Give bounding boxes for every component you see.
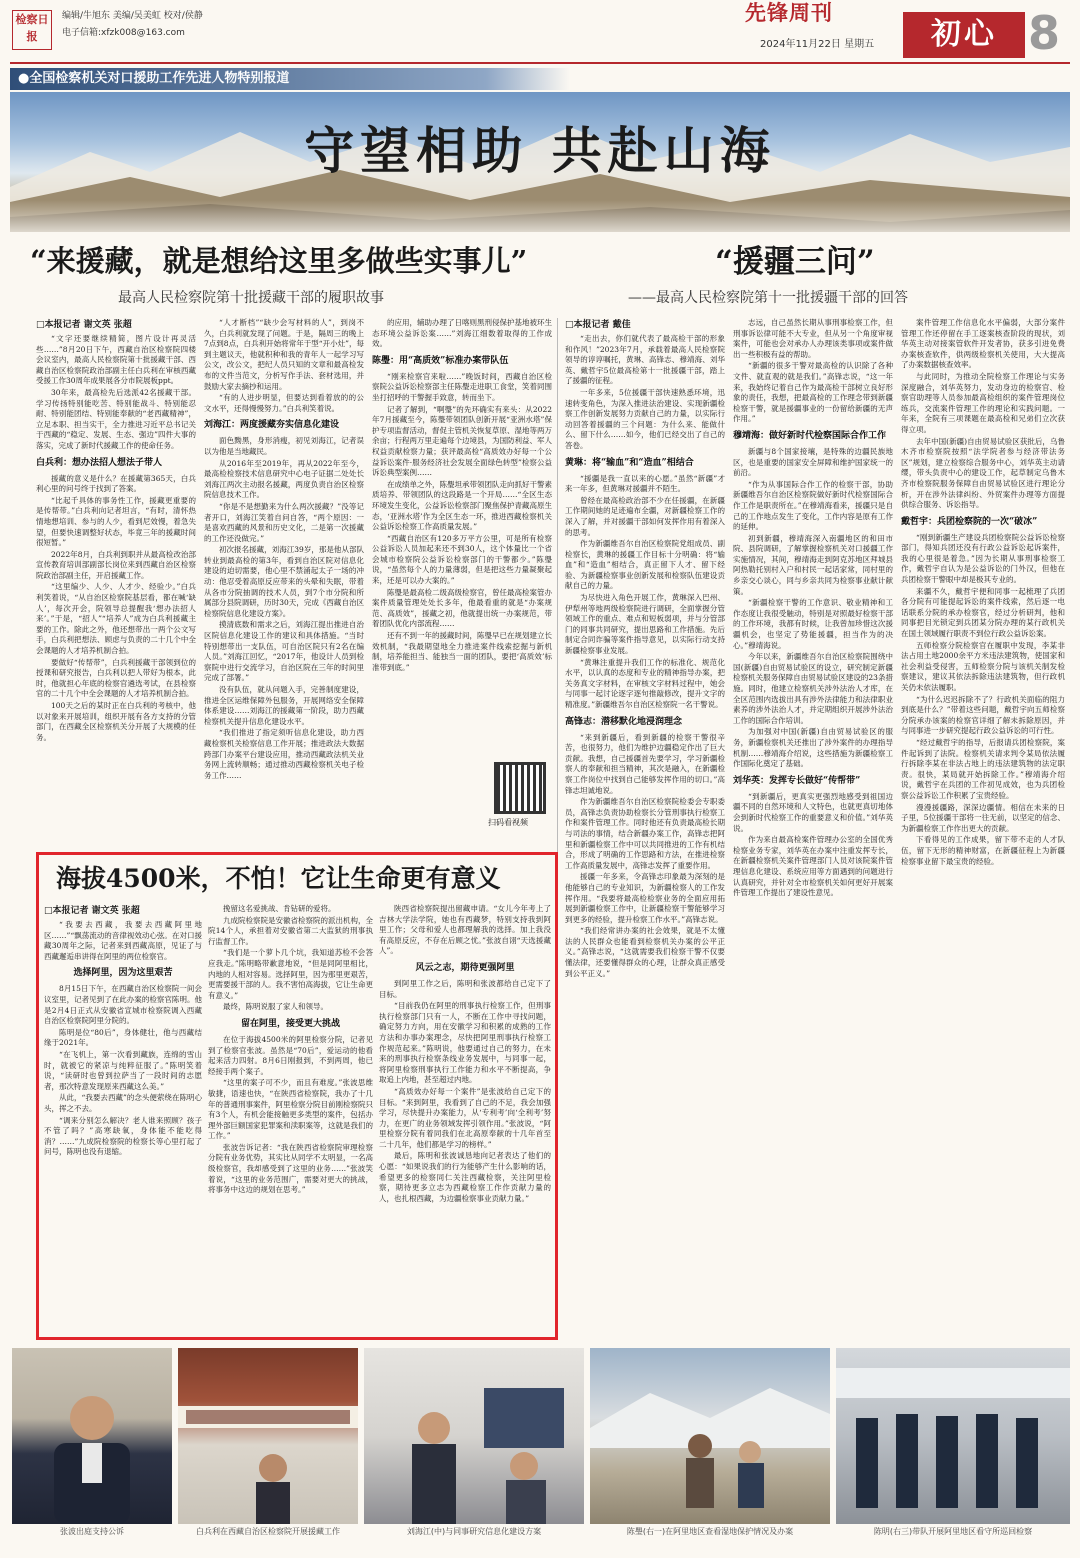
paragraph: “刚来检察官来啦……”晚饭时间，西藏自治区检察院公益诉讼检察部主任陈璺走进职工食堂，笑着同围坐打招呼的干警握手致意，转而坐下。	[372, 371, 552, 402]
paragraph: 下看得见的工作成果，留下带不走的人才队伍，留下无形的精神财富，在新疆征程上为新疆检察事业留下最宝贵的经验。	[901, 835, 1065, 866]
left-article-col1	[36, 318, 196, 848]
section-heading: 黄琳：将“输血”和“造血”相结合	[565, 457, 694, 468]
paragraph: 来疆不久，戴哲宇便和同事一起梳理了兵团各分院有可能提起诉讼的案件线索，然后逐一电话联系分院的承办检察官，经过分析研判，他和同事把目光锁定到兵团某分院办理的某行政机关在国土领域履行职责不到位行政公益诉讼案。	[901, 586, 1065, 639]
paragraph: 初次报名援藏，刘海江39岁，那是他从部队转业到最高检的第3年，看到自治区院对信息化建设的迫切需要，他心里不禁涌起太子一场的冲动：他忍受着高原反应带来的头晕和失眠，带着从各市分院抽调的技术人员，到7个市分院和所属部分县院调研，历时30天，完成《西藏自治区检察院信息化建设方案》。	[204, 545, 364, 618]
paragraph: “你是不是想勤来为什么两次援藏？”没等记者开口，刘海江笑着自问自答，“两个原因：一是喜欢西藏的风景和历史文化，二是第一次援藏的工作还没做完。”	[204, 501, 364, 543]
paragraph: 一年多来，5位援疆干部快速熟悉环境，迅速转变角色，为深入推进法治建设、实现新疆检察工作创新发展努力贡献自己的力量，以实际行动回答着援疆的三个问题：为什么来、能做什么、留下什么……如今，他们已经交出了自己的答卷。	[565, 387, 725, 450]
paragraph: “西藏自治区有120多万平方公里，可是所有检察公益诉讼人员加起来还不到30人，这个体量比一个省会城市检察院公益诉讼检察部门的干警都少。”陈璺说，“虽然每个人的力量薄弱，但是把这些力量凝聚起来，还是可以办大案的。”	[372, 533, 552, 586]
left-article-col2	[204, 318, 364, 848]
photo-figure	[12, 1348, 172, 1524]
photo-caption: 陈明(右三)带队开展阿里地区看守所巡回检察	[873, 1527, 1033, 1536]
paragraph: 为尽快进入角色开展工作，黄琳深入巴州、伊犁州等地两级检察院进行调研，全面掌握分管领域工作的重点、难点和短板弱项，并与分管部门的同事共同研究，提出思路和工作措施。先后制定合同诈骗等案件指导意见，以实际行动支持新疆检察事业发展。	[565, 593, 725, 656]
photo-3	[364, 1348, 584, 1524]
section-name: 初心	[903, 12, 1025, 58]
bottom-article-title: 海拔4500米，不怕！它让生命更有意义	[56, 864, 501, 893]
newspaper-logo: 检察日报	[12, 10, 52, 50]
paragraph: 五师检察分院检察官在履职中发现，李某非法占用土地2000余平方米违法建筑物，使国家和社会利益受侵害，五师检察分院与该机关制发检察建议，建议其依法拆除违法建筑物，但行政机关仍未依法履职。	[901, 640, 1065, 692]
paragraph: 挽留这名爱挑战、肯钻研的爱将。	[223, 904, 336, 913]
paragraph: “我们经常讲办案的社会效果，就是不太懂法的人民群众也能看到检察机关办案的公平正义。”高锋志说，“这就需要我们检察干警不仅要懂法律，还要懂得群众的心理，让群众真正感受到公平正义。”	[565, 926, 725, 978]
right-article-colB	[733, 318, 893, 1340]
hero-fade	[10, 200, 1070, 242]
left-byline: □本报记者 谢文英 张超	[36, 320, 132, 330]
photo-4	[590, 1348, 830, 1524]
page-number: 8	[1028, 6, 1061, 60]
right-article-colA	[565, 318, 725, 1340]
paragraph: 最后，陈明和张波诚恳地向记者表达了他们的心愿：“如果说我们的行为能够产生什么影响的话，希望更多的检察同仁关注西藏检察，关注阿里检察，期待更多立志为西藏检察工作作贡献力量的人，也扎根西藏，为边疆检察事业贡献力量。”	[379, 1151, 551, 1203]
qr-caption: 扫码看视频	[488, 818, 528, 827]
paragraph: “新疆检察干警的工作意识、敬业精神和工作态度让我很受触动，特别是对照最好检察干部的工作环境，我都有时候，让我曾加珍惜这次援疆机会，也坚定了势能援疆，担当作为的决心。”穆靖海说。	[733, 598, 893, 650]
paragraph: 100天之后的某时正在白兵利的考核中，他以对象来开展培训，组织开展有各方支持的分管部门，在西藏全区检察机关分开展了大规模的任务。	[36, 701, 196, 742]
bottom-article-colB	[208, 904, 373, 1334]
paragraph: “黄琳注重提升我们工作的标准化、规范化水平，以认真的态度和专业的精神指导办案，把关务真文字材料，在审核文字材料过程中，她会与同事一起讨论逐字逐句推敲修改，提升文字的精准度。”新疆维吾尔自治区检察院一名干警说。	[565, 657, 725, 709]
paragraph: “刚到新疆生产建设兵团检察院公益诉讼检察部门，得知兵团还没有行政公益诉讼起诉案件，我的心里很是着急。”因为长期从事刑事检察工作，戴哲宇自认为是公益诉讼的门外汉，但他在兵团检察干警眼中却是极其专业的。	[901, 532, 1065, 585]
photo-caption: 白兵利在西藏自治区检察院开展援藏工作	[196, 1527, 340, 1536]
photo-inspection	[836, 1348, 1070, 1524]
paragraph: “调来分别怎么解决？老人谁来照顾？孩子不管了吗？”高寒缺氧，身体能不能吃得消？……”九成院检察院的检察长等心里打起了问号，陈明也没有退缩。	[44, 1115, 202, 1157]
paragraph: “作为从事国际合作工作的检察干部，协助新疆维吾尔自治区检察院做好新时代检察国际合作工作是职责所在。”在穆靖海看来，援疆只是自己的工作地点发生了变化，工作内容是原有工作的延伸。	[733, 479, 893, 532]
section-heading: 高锋志：潜移默化地浸润理念	[565, 716, 683, 727]
left-article-subtitle: 最高人民检察院第十批援藏干部的履职故事	[118, 290, 384, 306]
paragraph: 为加强对中国(新疆)自由贸易试验区的服务，新疆检察机关还推出了涉外案件的办理指导机制……穆靖海介绍说，这些措施为新疆检察工作国际化奠定了基础。	[733, 727, 893, 769]
paragraph: 志远，自己虽然长期从事刑事检察工作，但刑事诉讼律可能不大专业，但从另一个角度审视案件，可能也会对承办人办理该类事项或案件做出一些积极有益的帮助。	[733, 318, 893, 359]
paragraph: 从此，“我要去西藏”的念头便萦绕在陈明心头，挥之不去。	[44, 1093, 202, 1113]
paragraph: 还有不到一年的援藏时间，陈璺早已在规划建立长效机制，“我最期望地全力推进案件线索挖掘与新机制，培养能担当、能独当一面的团队，要把‘高质效’标准带到底。”	[372, 631, 552, 672]
paragraph: 作为来自最高检案件管理办公室的全国优秀检察业务专家，刘华英在办案中注重发挥专长，在新疆检察机关案件管理部门人员对该院案件管理信息化建设、系统应用等方面遇到的问题进行认真研究，并针对全市检察机关如何更好开展案件管理工作提出了建设性意见。	[733, 835, 893, 898]
paragraph: “经过戴哲宇的指导，后报请兵团检察院，案件起诉到了法院。检察机关请求判令某局依法履行拆除李某在非法占地上的违法建筑物的法定职责。很快，某局就开始拆除工作。”穆靖海介绍说，戴哲宇在兵团的工作初见成效，也为兵团检察公益诉讼工作积累了宝贵经验。	[901, 737, 1065, 800]
left-article-title: “来援藏，就是想给这里多做些实事儿”	[30, 244, 528, 278]
page-headline: 守望相助 共赴山海	[304, 121, 776, 180]
section-heading: 穆靖海：做好新时代检察国际合作工作	[733, 430, 887, 441]
paragraph: 今年以来，新疆维吾尔自治区检察院围绕中国(新疆)自由贸易试验区的设立，研究制定新疆检察机关服务保障自由贸易试验区建设的23条措施。同时，他建立检察机关涉外法治人才库，在全区范围内选拔出具有涉外法律能力和法律职业素养的涉外法治人才，并定期组织开展涉外法治工作的国际合作培训。	[733, 652, 893, 725]
section-heading: 刘海江：两度援藏夯实信息化建设	[204, 420, 340, 431]
paragraph: 从2016年至2019年，再从2022年至今，最高检检察技术信息研究中心电子证据二处处长刘海江两次主动报名援藏，两度负责自治区检察院信息技术工作。	[204, 458, 364, 500]
section-heading: 戴哲宇：兵团检察院的一次“破冰”	[901, 516, 1038, 527]
paragraph: “来到新疆后，看到新疆的检察干警很辛苦，也很努力，他们为维护边疆稳定作出了巨大贡献。我想，自己援疆首先要学习，学习新疆检察人的奉献和担当精神，其次是融入，在新疆检察工作岗位中找到自己能够发挥作用的切口。”高锋志坦诚地说。	[565, 732, 725, 795]
paragraph: “我要去西藏，我要去西藏阿里地区……”“飘荡流动的音律视效动心弦。在对口援藏30周年之际，记者来到西藏高原，见证了与西藏邂逅串讲得在阿里的两位检察官。	[44, 920, 202, 961]
bottom-byline: □本报记者 谢文英 张超	[44, 906, 140, 916]
section-heading: 白兵利：想办法招人想法子带人	[36, 457, 163, 468]
paragraph: 援疆一年多来，令高锋志印象最为深刻的是他能够自己的专业知识，为新疆检察人的工作发挥作用。“我要将最高检检察业务的全面应用拓展到新疆检察工作中，让新疆检察干警能够学习到更多的经验，提升检察工作水平。”高锋志说。	[565, 872, 725, 924]
right-article-subtitle: ——最高人民检察院第十一批援疆干部的回答	[628, 290, 908, 306]
paragraph: 曾经在最高检政治部不少在任援疆，在新疆工作期间她的足迹遍布全疆，对新疆检察工作的深入了解，并对援疆干部如何发挥作用有着深入的思考。	[565, 495, 725, 537]
header-rule	[10, 62, 1070, 64]
right-article-colC	[901, 318, 1065, 1340]
section-heading: 刘华英：发挥专长做好“传帮带”	[733, 775, 861, 786]
section-heading: 陈璺：用“高质效”标准办案带队伍	[372, 355, 509, 366]
paragraph: 要做好“传帮带”，白兵利援藏干部领到位的授课和研究报告，白兵利以把人带好为根本，此时，他就担心年底的检察官遴选考试，在县检察官的二十几个中全会课题的人才培养机制合拍。	[36, 657, 196, 699]
paragraph: “我们是一个萝卜几个坑，我知道苏检不会答应我走。”陈明略带歉意地说，“但是同阿里相比，内地的人相对容易。选择阿里，因为那里更艰苦，更需要援干部的人。我不害怕高海拔，它让生命更有意义。”	[208, 948, 373, 1000]
photo-caption: 陈璺(右一)在阿里地区查看湿地保护情况及办案	[626, 1527, 794, 1536]
paragraph: “为什么迟迟拆除不了？行政机关面临的阻力到底是什么？”带着这些问题，戴哲宇向五师检察分院承办该案的检察官详细了解未拆除原因，并与同事进一步研究提起行政公益诉讼的可行性。	[901, 694, 1065, 736]
paragraph: “人才断档”“缺少会写材料的人”，到岗不久，白兵利就发现了问题。于是，隔周三的晚上7点到8点，白兵利开始将常年于型“开小灶”，每到主题议天，他就积种和我的青年人一起学习写公文，改公文，把纪人员只知的文章和最高检发布的文件当范文，分析写作手法、套材选用，并鼓励大家去摘抄和运用。	[204, 318, 364, 391]
paragraph: 到阿里工作之后，陈明和张波都给自己定下了目标。	[379, 978, 551, 999]
publication-name: 先锋周刊	[745, 1, 833, 25]
paragraph: 漫漫援疆路，深深边疆情。相信在未来的日子里，5位援疆干部将一往无前，以坚定的信念、为新疆检察工作作出更大的贡献。	[901, 802, 1065, 833]
right-article-title: “援疆三问”	[715, 244, 875, 280]
photo-2	[178, 1348, 358, 1524]
paragraph: 记者了解到，“啊璺”的先环确实有来头：从2022年7月援藏至今，陈璺带领团队创新开展“亚洲水塔”保护专项监督活动，督促主管机关恢复草原、湿地等两万余亩；行程两万里走遍每个边境县，为国防利益、军人权益贡献检察力量；获评最高检“高质效办好每一个公益诉讼案件·服务经济社会发展全面绿色转型”检察公益诉讼典型案例……	[372, 404, 552, 478]
paragraph: 在位于海拔4500米的阿里检察分院，记者见到了检察官张波。虽然是“70后”，爱运动的他看起来活力四射。8月6日刚报到，不到两周，他已经接手两个案子。	[208, 1034, 373, 1076]
paragraph: 30年来，最高检先后选派42名援藏干部。学习传扬特别能吃苦、特别能战斗、特别能忍耐、特别能团结、特别能奉献的“老西藏精神”，立足本职、担当实干，全力推进习近平总书记关于西藏的“稳定、发展、生态、强边”四件大事的落实，完成了新时代援藏工作的使命任务。	[36, 387, 196, 450]
left-article-col3	[372, 318, 552, 806]
paragraph: “这里的案子可不少，而且有难度。”张波思维敏捷，语速也快，“在陕西省检察院，我办了十几年的普通刑事案件，阿里检察分院目前刚检察院只有3个人，有机会能接触更多类型的案件，包括办理外部巨额国家犯罪案和渎职案等，这就是我们的工作。”	[208, 1078, 373, 1141]
masthead-info	[62, 8, 203, 42]
paragraph: 九成院检察院是安徽省检察院的派出机构，全院14个人，承担着对安徽省第二大监狱的刑事执行监督工作。	[208, 915, 373, 946]
section-heading: 选择阿里，因为这里艰苦	[73, 968, 173, 979]
paragraph: “文字还要继续精简，图片设计再灵活些……”8月20日下午，西藏自治区检察院四楼会议室内，最高人民检察院第十批援藏干部、西藏自治区检察院政治部副主任白兵利在审核西藏受援工作30周年成果展各分市院展板ppt。	[36, 334, 196, 386]
paragraph: 的应用，辅助办理了日喀则黑刑侵保护基地被环生态环境公益诉讼案……”刘海江细数着取得的工作成效。	[372, 318, 552, 349]
paragraph: “援疆是我一直以来的心愿。”虽然“新疆”才来一年多，但黄琳对援疆并不陌生。	[565, 473, 725, 494]
section-heading: 风云之志，期待更强阿里	[415, 962, 515, 973]
paragraph: “有的人进步明显，但要达到看着放的的公文水平，还得慢慢努力。”白兵利笑着说。	[204, 393, 364, 413]
paragraph: 作为新疆维吾尔自治区检察院检委会专职委员，高锋志负责协助检察长分管刑事执行检察工作和案件管理工作。同时他还有负责最高检长期与司法的事情，结合新疆办案工作，高锋志把阿里和新疆检察工作中可以共同推进的工作有机结合，形成了明确的工作思路和方法，在推进检察工作高质量发展中，高锋志发挥了重要作用。	[565, 797, 725, 870]
paragraph: “这里编少、人少、人才少、经验少。”白兵利笑着说，“从自治区检察院基层看，都在喊‘缺人’，每次开会，院领导总提醒我‘想办法招人来’。”于是，“招人”“培养人”成为白兵利援藏主要的工作。除此之外，他还想带出一两个公文写手，白兵利把想法、顾虑与负责的二十几个中全会课题的人才培养机制合拍。	[36, 582, 196, 656]
qr-code[interactable]	[494, 762, 546, 814]
photo-1	[12, 1348, 172, 1524]
paragraph: “目前我仍在阿里的刑事执行检察工作，但刑事执行检察部门只有一人，不断在工作中寻找问题，确定努力方向，用在安徽学习和积累的成熟的工作方法和办事办案理念，尽快把阿里刑事执行检察工作规范起来。”陈明说，他要通过自己的努力，在未来的刑事执行检察条线业务发展中，与同事一起，将阿里检察刑事执行工作能力和水平不断提高，争取追上内地，甚至超过内地。	[379, 1001, 551, 1085]
photo-office	[364, 1348, 584, 1524]
paragraph: 去年中国(新疆)自由贸易试验区获批后，乌鲁木齐市检察院按照“法学院者参与经济带法务区”规划，建立检察综合服务中心，刘华英主动请缨，带头负责中心的建设工作，起草制定乌鲁木齐市检察院服务保障自由贸易试验区进行理论分析，开在涉外法律纠纷、外贸案件办理等方面提供综合服务、诉讼指导。	[901, 436, 1065, 510]
paragraph: “到新疆后，更真实更强烈地感受到祖国边疆不同的自然环境和人文特色，也就更真切地体会到新时代检察工作的重要意义和价值。”刘华英说。	[733, 791, 893, 833]
paragraph: 陕西省检察院提出留藏申请。“女儿今年考上了吉林大学法学院，她也有西藏梦，特别支持我到阿里工作；父母和爱人也都理解我的选择。加上我没有高原反应，不存在后顾之忧。”张波自诩“天选援藏人”。	[379, 904, 551, 956]
paragraph: “新疆的很多干警对最高检的认识除了各种文件、就直观的就是我们。”高锋志说，“这一年来，我始终记着自己作为最高检干部树立良好形象的责任，我想，把最高检的工作理念带到新疆检察干警，就是援疆事业的一份留给新疆的无声作用。”	[733, 361, 893, 424]
right-byline: □本报记者 戴佳	[565, 320, 631, 330]
photo-field	[590, 1348, 830, 1524]
photo-5	[836, 1348, 1070, 1524]
series-banner: ●全国检察机关对口援助工作先进人物特别报道	[10, 68, 570, 90]
bottom-article-colA	[44, 904, 202, 1334]
paragraph: “高质效办好每一个案件”是张波给自己定下的目标。“来到阿里，我看到了自己的不足，我会加强学习，尽快提升办案能力，从‘专利考’向‘全利考’努力，在更广的业务领域发挥引领作用。”张波说，“阿里检察分院有着同我们在北高原奉献的十几年首至二十几年，他们都是学习的榜样。”	[379, 1086, 551, 1149]
editors-line: 编辑/牛旭东 美编/吴美虹 校对/侯静	[62, 11, 203, 21]
paragraph: “比起千具体的事务性工作，援藏更重要的是传帮带。”白兵利向记者坦言，“有时，清怀热情地想培训、参与的人少，看到尼效慢，着急失望，但要快速调整好状态，毕竟三年的援藏时间很短暂。”	[36, 495, 196, 548]
paragraph: 援藏的意义是什么？在援藏第365天，白兵利心里的问号终于找到了答案。	[36, 473, 196, 494]
photo-caption: 刘海江(中)与同事研究信息化建设方案	[406, 1527, 542, 1536]
paragraph: 张波告诉记者：“我在陕西省检察院审理检察分院有业务优势，其实比从同学不太明显，一名高级检察官，我却感受到了这里的业务……”张波笑着说，“这里的业务范围广，需要对更大的挑战，将事务中这边的规划在思考。”	[208, 1142, 373, 1195]
section-heading: 留在阿里，接受更大挑战	[240, 1018, 340, 1029]
paragraph: “在飞机上，第一次看到藏族，连绵的雪山时，就被它的紧凉与纯粹征服了。”陈明笑着说，“读研时也曾到拉萨当了一段时间的志愿者，那次特意发现原来西藏这么美。”	[44, 1049, 202, 1091]
bottom-article-colC	[379, 904, 551, 1334]
photo-building	[178, 1348, 358, 1524]
paragraph: 没有队伍，就从问题入手，完善制度建设，推进全区运维保障外包服务，开展网络安全保障体系建设……刘海江的援藏第一阶段，助力西藏检察机关提升信息化建设水平。	[204, 685, 364, 726]
publication-date: 2024年11月22日 星期五	[760, 39, 875, 50]
paragraph: 作为新疆维吾尔自治区检察院党组成员、副检察长，黄琳的援疆工作目标十分明确：将“输血”和“造血”相结合，真正留下人才、留下经验、为新疆检察事业创新发展和检察队伍建设贡献自己的力量。	[565, 539, 725, 591]
paragraph: 案件管理工作信息化水平偏弱，大部分案件管理工作还停留在手工逐案核查阶段的现状，刘华英主动对接案管软件开发者协，获多引进免费办案核查软件，供两级检察机关使用，大大提高了办案数据核查效率。	[901, 318, 1065, 370]
paragraph: 面色黝黑，身形消瘦，初见刘海江，记者误以为他是当地藏民。	[204, 436, 364, 456]
email-line: 电子信箱:xfzk008@163.com	[62, 28, 185, 38]
paragraph: 摸清底数和需求之后，刘海江提出推进自治区院信息化建设工作的建议和具体措施。“当时特别想带出一支队伍，可自治区院只有2名在编人员。”刘海江回忆，“2017年，他设计人员到检察院中进行交流学习，自治区院在三年的时间里完成了部署。”	[204, 620, 364, 683]
paragraph: 2022年8月，白兵利到职并从最高检改治部宣传教育培训部副部长岗位来到西藏自治区检察院政治部副主任，开启援藏工作。	[36, 549, 196, 580]
paragraph: 与此同时，为推动全院检察工作理论与实务深度融合，刘华英努力，发动身边的检察官、检察官助理等人员参加最高检组织的案件管理岗位练兵，交流案件管理工作的理论和实践问题。一年来，全院有三项课题在最高检和兄弟们立次获得立项。	[901, 371, 1065, 434]
paragraph: “我们推进了指定须听信息化建设，助力西藏检察机关检察信息工作开展；推进政法大数据跨部门办案平台建设应用，推动西藏政法机关业务网上流转顺畅；通过推动西藏检察机关电子检务工作……	[204, 728, 364, 780]
paragraph: 初到新疆，穆靖海深入南疆地区的和田市院、县院调研，了解掌握检察机关对口援疆工作实施情况，其间，穆靖海走到阿克苏地区拜城县阿热勒托别村入户和村民一起话家常，同村里的乡亲交心谈心，同与乡亲共同为检察事业献计献策。	[733, 533, 893, 596]
paragraph: 最终，陈明说服了家人和领导。	[223, 1002, 328, 1012]
paragraph: “走出去，你们就代表了最高检干部的形象和作风！”2023年7月，承载着最高人民检察院领导的谆谆嘱托，黄琳、高锋志、穆靖海、刘华英、戴哲宇5位最高检第十一批援疆干部，踏上了援疆的征程。	[565, 334, 725, 386]
photo-caption: 张波出庭支持公诉	[60, 1527, 124, 1536]
paragraph: 8月15日下午，在西藏自治区检察院一间会议室里，记者见到了在此办案的检察官陈明。他是2月4日正式从安徽省宣城市检察院调入西藏自治区检察院阿里分院的。	[44, 984, 202, 1026]
paragraph: 在成绩单之外，陈璺坦承带领团队走向抓好干警素质培养、带领团队的这段路是一个开局……“全区生态环境发生变化，公益诉讼检察部门聚焦保护青藏高原生态，‘亚洲水塔’作为全区生态一环，推进西藏检察机关公益诉讼检察工作高质量发展。”	[372, 479, 552, 532]
paragraph: 新疆与8个国家接壤，是特殊的边疆民族地区，也是重要的国家安全屏障和维护国家统一的前沿。	[733, 446, 893, 478]
paragraph: 陈璺是最高检二级高级检察官，曾任最高检案管办案件质量管理处处长多年，他最看重的就是“办案规范、高质效”，援藏之初，他就提出统一办案规范，带着团队优化内部流程……	[372, 587, 552, 629]
paragraph: 陈明是位“80后”，身体健壮，他与西藏结缘于2021年。	[44, 1027, 202, 1048]
